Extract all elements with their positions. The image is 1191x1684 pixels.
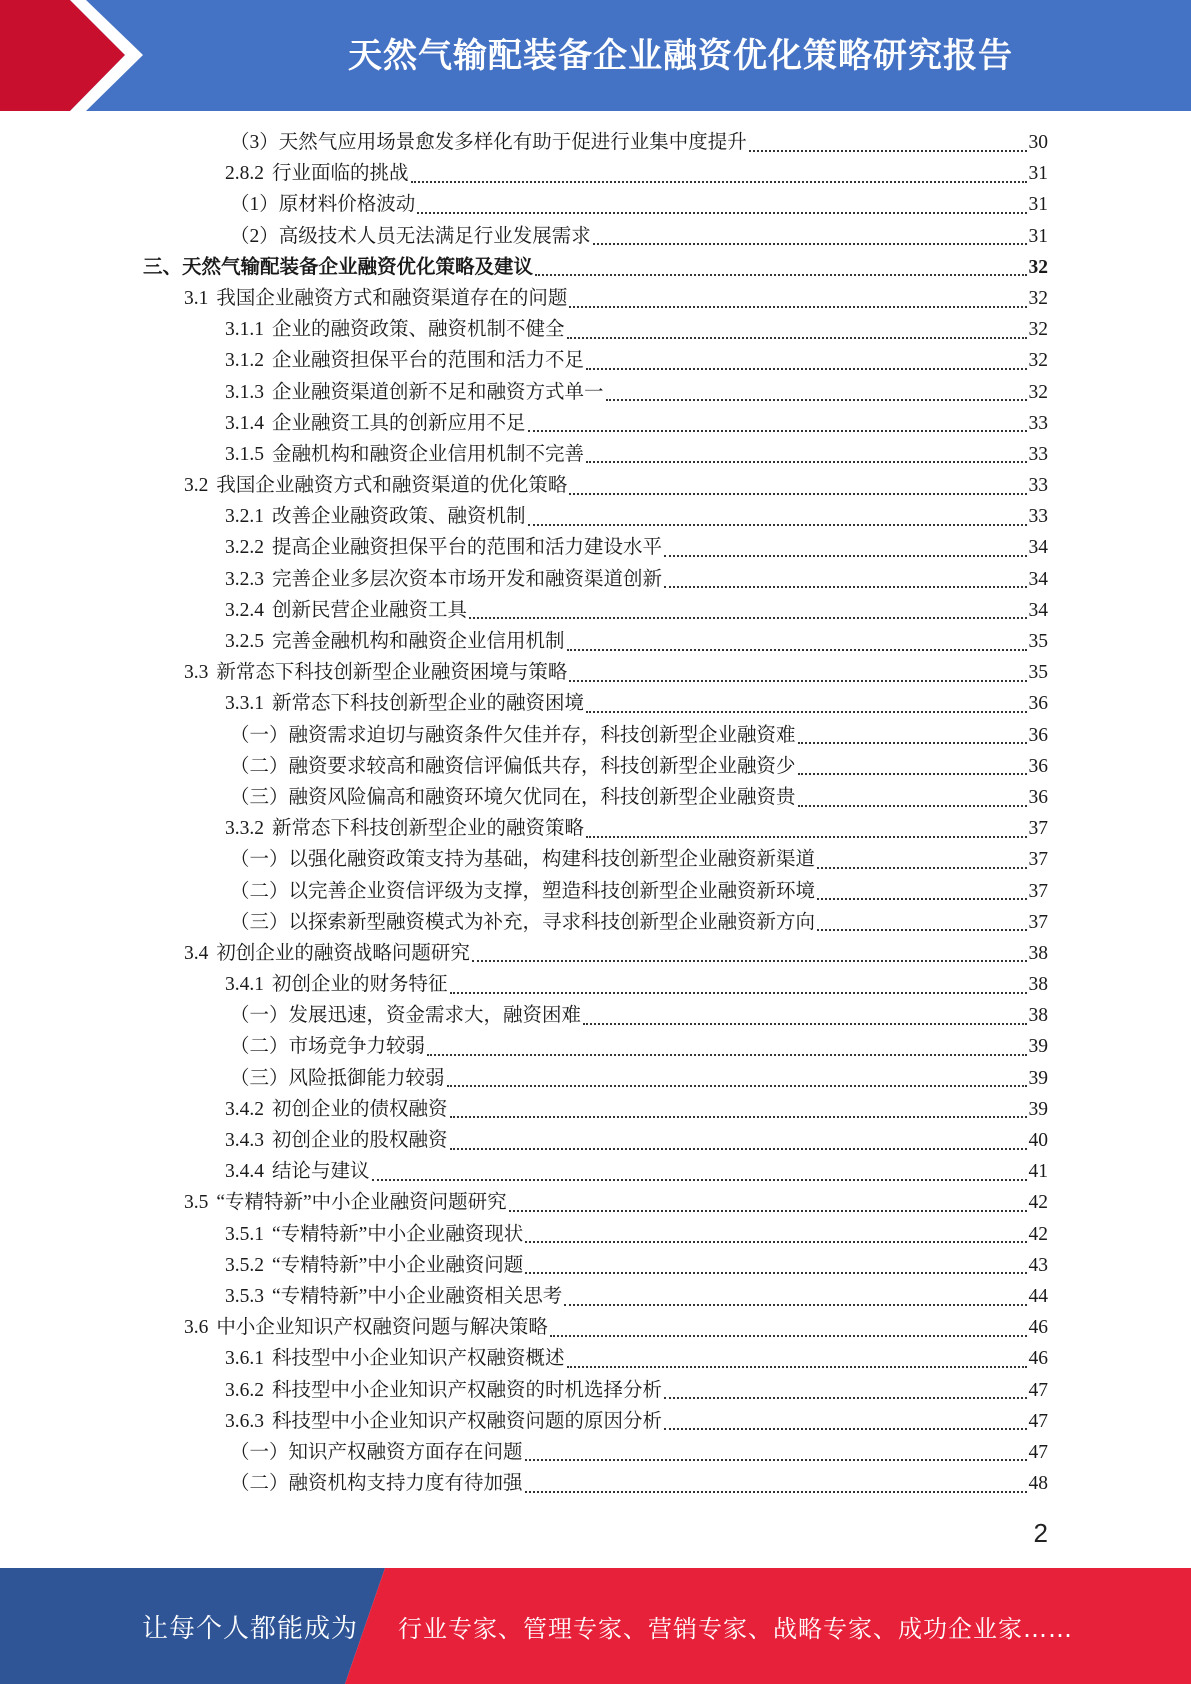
toc-entry[interactable] — [0, 1031, 1191, 1062]
toc-entry-title: 新常态下科技创新型企业的融资策略 — [272, 818, 585, 840]
toc-entry[interactable] — [0, 626, 1191, 657]
toc-dot-leader — [817, 867, 1026, 869]
toc-dot-leader — [525, 1459, 1027, 1461]
toc-dot-leader — [586, 836, 1026, 838]
report-title: 天然气输配装备企业融资优化策略研究报告 — [348, 35, 1013, 76]
toc-entry-number: 2.8.2 — [225, 163, 264, 185]
toc-entry-title: 完善金融机构和融资企业信用机制 — [272, 631, 565, 652]
toc-entry-page: 39 — [1028, 1067, 1048, 1089]
toc-entry[interactable] — [0, 1437, 1191, 1468]
toc-dot-leader — [586, 711, 1026, 713]
toc-entry[interactable] — [0, 314, 1191, 345]
toc-entry[interactable] — [0, 1250, 1191, 1281]
toc-entry-page: 31 — [1028, 225, 1048, 247]
toc-entry[interactable] — [0, 813, 1191, 844]
toc-dot-leader — [664, 1397, 1026, 1399]
toc-entry-page: 38 — [1028, 1005, 1048, 1027]
toc-entry-title: （三）以探索新型融资模式为补充，寻求科技创新型企业融资新方向 — [230, 911, 816, 933]
toc-entry-page: 34 — [1028, 537, 1048, 559]
toc-entry-number: 3.1.5 — [225, 443, 264, 465]
toc-dot-leader — [525, 1272, 1026, 1274]
toc-dot-leader — [535, 274, 1026, 276]
toc-dot-leader — [372, 1179, 1027, 1181]
toc-entry-page: 47 — [1028, 1410, 1048, 1432]
toc-dot-leader — [567, 649, 1027, 651]
toc-entry[interactable] — [0, 470, 1191, 501]
toc-entry-title: 初创企业的债权融资 — [272, 1098, 448, 1120]
toc-entry-number: 3.3.1 — [225, 693, 264, 715]
toc-entry-number: 3.3 — [184, 662, 209, 684]
toc-entry-page: 35 — [1028, 662, 1048, 684]
toc-entry-page: 48 — [1028, 1473, 1048, 1495]
toc-entry-page: 42 — [1028, 1223, 1048, 1245]
toc-entry-number: 3.1.4 — [225, 412, 264, 434]
toc-entry-title: 初创企业的财务特征 — [272, 974, 448, 996]
toc-entry-number: 3.4.1 — [225, 974, 264, 996]
toc-entry[interactable] — [0, 657, 1191, 688]
toc-dot-leader — [472, 960, 1027, 962]
toc-entry-number: 3.2.1 — [225, 506, 264, 528]
toc-dot-leader — [664, 1428, 1026, 1430]
toc-entry[interactable] — [0, 532, 1191, 563]
toc-dot-leader — [664, 555, 1026, 557]
toc-entry-title: （二）以完善企业资信评级为支撑，塑造科技创新型企业融资新环境 — [230, 880, 816, 902]
toc-dot-leader — [564, 1304, 1026, 1306]
toc-entry[interactable] — [0, 408, 1191, 439]
toc-entry-page: 37 — [1028, 880, 1048, 902]
toc-entry-page: 43 — [1028, 1254, 1048, 1276]
toc-entry-number: 3.6.3 — [225, 1410, 264, 1432]
toc-dot-leader — [817, 898, 1026, 900]
toc-dot-leader — [586, 368, 1026, 370]
toc-entry-title: 企业的融资政策、融资机制不健全 — [272, 319, 565, 341]
toc-entry-title: 新常态下科技创新型企业的融资困境 — [272, 693, 585, 715]
toc-entry-page: 41 — [1028, 1161, 1048, 1183]
toc-entry-page: 33 — [1028, 475, 1048, 497]
toc-entry[interactable] — [0, 252, 1191, 283]
toc-entry-number: 3.1.1 — [225, 319, 264, 341]
toc-entry-page: 37 — [1028, 818, 1048, 840]
toc-entry-number: 3.5.1 — [225, 1223, 264, 1245]
toc-entry-title: （二）融资机构支持力度有待加强 — [230, 1473, 523, 1495]
footer-slogan-left: 让每个人都能成为 — [142, 1613, 359, 1644]
toc-entry-page: 33 — [1028, 443, 1048, 465]
toc-entry-title: 企业融资担保平台的范围和活力不足 — [272, 350, 585, 372]
footer-banner — [0, 1568, 1191, 1684]
toc-entry-title: 企业融资渠道创新不足和融资方式单一 — [272, 381, 604, 403]
toc-entry-number: 3.3.2 — [225, 818, 264, 840]
toc-dot-leader — [664, 586, 1026, 588]
toc-dot-leader — [528, 524, 1027, 526]
chevron-logo-icon — [0, 0, 150, 111]
toc-entry-title: 结论与建议 — [272, 1161, 370, 1183]
toc-entry[interactable] — [0, 501, 1191, 532]
toc-entry-number: 3.2.5 — [225, 631, 264, 652]
toc-entry-title: （1）原材料价格波动 — [230, 194, 416, 216]
toc-entry-title: （一）发展迅速，资金需求大，融资困难 — [230, 1005, 582, 1027]
toc-entry-page: 37 — [1028, 911, 1048, 933]
footer-slogan-right: 行业专家、管理专家、营销专家、战略专家、成功企业家…… — [398, 1614, 1073, 1643]
toc-entry-page: 47 — [1028, 1379, 1048, 1401]
toc-entry-page: 37 — [1028, 849, 1048, 871]
toc-entry-page: 30 — [1028, 132, 1048, 153]
toc-entry[interactable] — [0, 127, 1191, 158]
toc-entry-page: 31 — [1028, 163, 1048, 185]
toc-entry-page: 34 — [1028, 599, 1048, 621]
toc-entry-number: 3.4.3 — [225, 1130, 264, 1151]
toc-entry-number: 3.2.3 — [225, 568, 264, 590]
toc-entry-title: 金融机构和融资企业信用机制不完善 — [272, 443, 585, 465]
toc-entry-page: 44 — [1028, 1285, 1048, 1307]
toc-entry-number: 3.1.2 — [225, 350, 264, 372]
toc-entry-title: 中小企业知识产权融资问题与解决策略 — [216, 1317, 548, 1339]
toc-entry-page: 46 — [1028, 1348, 1048, 1370]
toc-entry-title: 初创企业的融资战略问题研究 — [216, 942, 470, 964]
toc-entry[interactable] — [0, 688, 1191, 719]
toc-entry-page: 31 — [1028, 194, 1048, 216]
toc-entry-title: 我国企业融资方式和融资渠道的优化策略 — [216, 475, 568, 497]
toc-entry[interactable] — [0, 1343, 1191, 1374]
toc-entry-page: 39 — [1028, 1036, 1048, 1058]
toc-entry-number: 3.4.2 — [225, 1098, 264, 1120]
toc-entry[interactable] — [0, 189, 1191, 220]
toc-entry-title: 完善企业多层次资本市场开发和融资渠道创新 — [272, 568, 663, 590]
toc-entry[interactable] — [0, 221, 1191, 252]
toc-dot-leader — [469, 617, 1026, 619]
toc-entry-page: 34 — [1028, 568, 1048, 590]
toc-entry[interactable] — [0, 1063, 1191, 1094]
toc-entry-number: 3.2.4 — [225, 599, 264, 621]
toc-entry[interactable] — [0, 1281, 1191, 1312]
toc-entry-title: 三、天然气输配装备企业融资优化策略及建议 — [143, 256, 534, 278]
toc-dot-leader — [509, 1210, 1027, 1212]
toc-entry-title: （二）市场竞争力较弱 — [230, 1036, 426, 1058]
toc-entry-number: 3.6 — [184, 1317, 209, 1339]
toc-entry-title: 创新民营企业融资工具 — [272, 599, 468, 621]
toc-entry-title: （一）融资需求迫切与融资条件欠佳并存，科技创新型企业融资难 — [230, 724, 796, 746]
toc-dot-leader — [569, 306, 1026, 308]
toc-entry-page: 33 — [1028, 506, 1048, 528]
toc-entry-number: 3.1.3 — [225, 381, 264, 403]
toc-entry-number: 3.4 — [184, 942, 209, 964]
toc-entry-page: 32 — [1028, 350, 1048, 372]
toc-dot-leader — [569, 680, 1026, 682]
toc-dot-leader — [417, 212, 1026, 214]
toc-entry[interactable] — [0, 283, 1191, 314]
toc-entry-title: “专精特新”中小企业融资问题 — [272, 1254, 524, 1276]
toc-entry[interactable] — [0, 158, 1191, 189]
toc-entry[interactable] — [0, 844, 1191, 875]
toc-entry[interactable] — [0, 345, 1191, 376]
toc-entry-number: 3.6.1 — [225, 1348, 264, 1370]
toc-entry[interactable] — [0, 969, 1191, 1000]
toc-entry[interactable] — [0, 907, 1191, 938]
toc-entry[interactable] — [0, 1000, 1191, 1031]
toc-entry-number: 3.1 — [184, 287, 209, 309]
toc-entry-title: （二）融资要求较高和融资信评偏低共存，科技创新型企业融资少 — [230, 755, 796, 777]
toc-dot-leader — [525, 1491, 1027, 1493]
toc-entry-title: “专精特新”中小企业融资现状 — [272, 1223, 524, 1245]
toc-entry-title: 科技型中小企业知识产权融资的时机选择分析 — [272, 1379, 663, 1401]
toc-entry-page: 38 — [1028, 942, 1048, 964]
toc-entry-title: （3）天然气应用场景愈发多样化有助于促进行业集中度提升 — [230, 132, 747, 153]
toc-entry-page: 42 — [1028, 1192, 1048, 1214]
toc-entry-page: 32 — [1028, 381, 1048, 403]
toc-entry-page: 32 — [1028, 256, 1048, 278]
toc-entry-title: （三）融资风险偏高和融资环境欠优同在，科技创新型企业融资贵 — [230, 786, 796, 808]
toc-entry-title: “专精特新”中小企业融资问题研究 — [216, 1192, 507, 1214]
toc-entry-title: 提高企业融资担保平台的范围和活力建设水平 — [272, 537, 663, 559]
toc-entry-page: 40 — [1028, 1130, 1048, 1151]
toc-entry-page: 35 — [1028, 631, 1048, 652]
toc-dot-leader — [798, 773, 1027, 775]
toc-dot-leader — [550, 1335, 1027, 1337]
toc-entry[interactable] — [0, 1187, 1191, 1218]
toc-entry[interactable] — [0, 1312, 1191, 1343]
toc-entry-number: 3.2.2 — [225, 537, 264, 559]
toc-entry-title: （2）高级技术人员无法满足行业发展需求 — [230, 225, 591, 247]
toc-dot-leader — [583, 1023, 1026, 1025]
toc-entry-page: 32 — [1028, 319, 1048, 341]
toc-dot-leader — [450, 1116, 1027, 1118]
page-number: 2 — [1033, 1518, 1048, 1548]
toc-dot-leader — [567, 1366, 1027, 1368]
toc-entry-page: 47 — [1028, 1441, 1048, 1463]
toc-dot-leader — [606, 399, 1027, 401]
toc-entry[interactable] — [0, 751, 1191, 782]
toc-entry-page: 39 — [1028, 1098, 1048, 1120]
toc-dot-leader — [450, 1148, 1027, 1150]
toc-entry[interactable] — [0, 720, 1191, 751]
toc-entry-title: （一）以强化融资政策支持为基础，构建科技创新型企业融资新渠道 — [230, 849, 816, 871]
toc-entry[interactable] — [0, 439, 1191, 470]
toc-entry-title: （一）知识产权融资方面存在问题 — [230, 1441, 523, 1463]
toc-dot-leader — [586, 461, 1026, 463]
toc-entry[interactable] — [0, 1468, 1191, 1499]
toc-entry-title: （三）风险抵御能力较弱 — [230, 1067, 445, 1089]
toc-entry[interactable] — [0, 595, 1191, 626]
toc-dot-leader — [593, 243, 1027, 245]
toc-entry[interactable] — [0, 938, 1191, 969]
toc-entry-title: 科技型中小企业知识产权融资问题的原因分析 — [272, 1410, 663, 1432]
toc-entry-title: 新常态下科技创新型企业融资困境与策略 — [216, 662, 568, 684]
toc-entry-title: “专精特新”中小企业融资相关思考 — [272, 1285, 563, 1307]
toc-entry-page: 32 — [1028, 287, 1048, 309]
toc-entry[interactable] — [0, 782, 1191, 813]
toc-dot-leader — [411, 181, 1027, 183]
toc-entry-page: 36 — [1028, 755, 1048, 777]
toc-entry-title: 初创企业的股权融资 — [272, 1130, 448, 1151]
toc-dot-leader — [528, 430, 1027, 432]
toc-entry[interactable] — [0, 876, 1191, 907]
toc-entry[interactable] — [0, 564, 1191, 595]
toc-entry[interactable] — [0, 1156, 1191, 1187]
toc-entry-page: 33 — [1028, 412, 1048, 434]
header-banner — [0, 0, 1191, 111]
toc-dot-leader — [525, 1241, 1026, 1243]
toc-entry-page: 38 — [1028, 974, 1048, 996]
toc-entry-number: 3.5 — [184, 1192, 209, 1214]
toc-entry-title: 行业面临的挑战 — [272, 163, 409, 185]
toc-dot-leader — [447, 1085, 1027, 1087]
toc-entry[interactable] — [0, 1125, 1191, 1156]
toc-entry-title: 科技型中小企业知识产权融资概述 — [272, 1348, 565, 1370]
toc-dot-leader — [817, 929, 1026, 931]
toc-entry-title: 我国企业融资方式和融资渠道存在的问题 — [216, 287, 568, 309]
toc-entry-number: 3.4.4 — [225, 1161, 264, 1183]
toc-entry-page: 36 — [1028, 724, 1048, 746]
toc-entry-number: 3.5.2 — [225, 1254, 264, 1276]
toc-dot-leader — [749, 150, 1027, 152]
toc-entry-title: 企业融资工具的创新应用不足 — [272, 412, 526, 434]
toc-entry[interactable] — [0, 1094, 1191, 1125]
toc-dot-leader — [569, 493, 1026, 495]
toc-entry[interactable] — [0, 1375, 1191, 1406]
toc-entry-page: 36 — [1028, 786, 1048, 808]
toc-entry[interactable] — [0, 377, 1191, 408]
toc-dot-leader — [427, 1054, 1026, 1056]
toc-entry-page: 46 — [1028, 1317, 1048, 1339]
toc-entry-title: 改善企业融资政策、融资机制 — [272, 506, 526, 528]
toc-dot-leader — [567, 337, 1027, 339]
table-of-contents — [0, 127, 1191, 1499]
toc-entry[interactable] — [0, 1219, 1191, 1250]
toc-entry[interactable] — [0, 1406, 1191, 1437]
toc-dot-leader — [450, 992, 1027, 994]
toc-dot-leader — [798, 805, 1027, 807]
toc-entry-number: 3.5.3 — [225, 1285, 264, 1307]
toc-entry-page: 36 — [1028, 693, 1048, 715]
toc-entry-number: 3.2 — [184, 475, 209, 497]
toc-entry-number: 3.6.2 — [225, 1379, 264, 1401]
toc-dot-leader — [798, 742, 1027, 744]
